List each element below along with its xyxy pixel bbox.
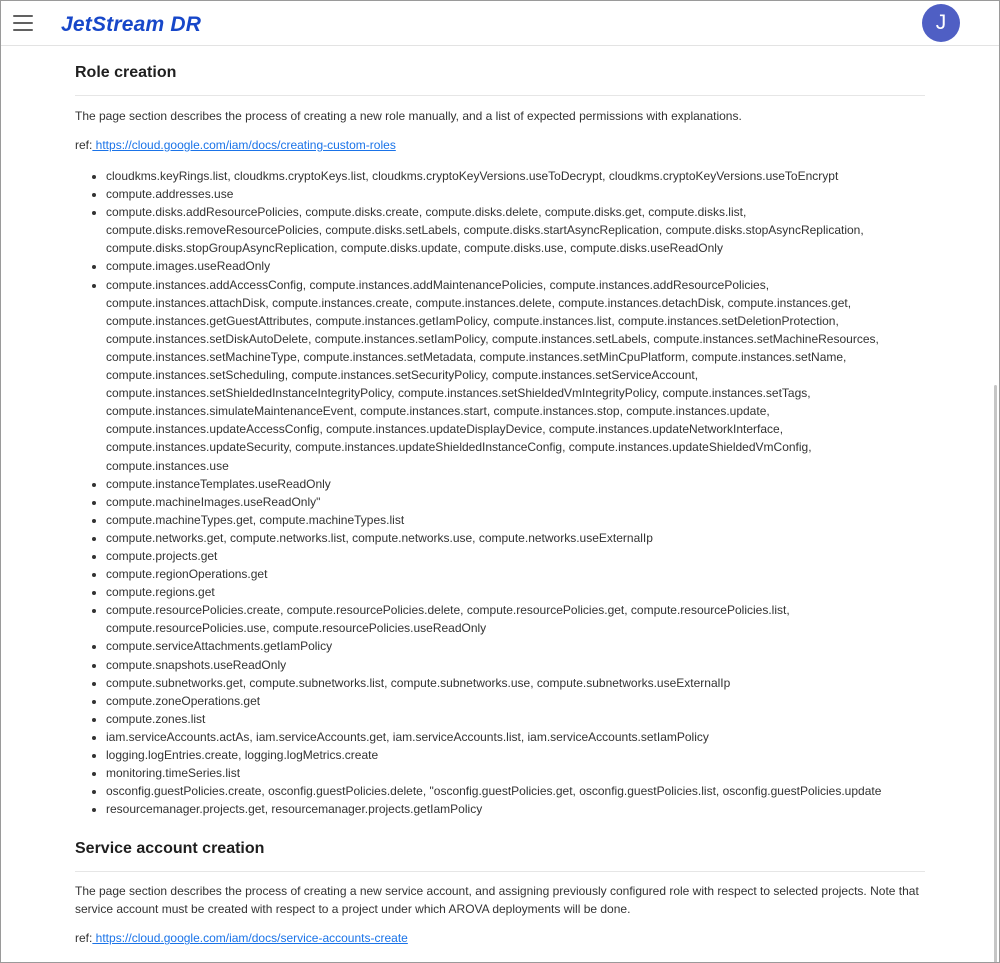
- permission-item: • compute.instanceTemplates.useReadOnly: [106, 475, 925, 493]
- permission-item: • compute.images.useReadOnly: [106, 257, 925, 275]
- permission-item: • resourcemanager.projects.get, resourcemanager.projects.getIamPolicy: [106, 800, 925, 818]
- permission-item: • compute.regions.get: [106, 583, 925, 601]
- permission-item: • compute.machineImages.useReadOnly": [106, 493, 925, 511]
- top-bar: [1, 1, 999, 46]
- permission-item: • compute.resourcePolicies.create, compute.resourcePolicies.delete, compute.resourcePolicies.get, compute.resourcePolicies.list, compute.resourcePolicies.use, compute.resourcePolicies.useReadOnly: [106, 601, 925, 637]
- permission-item: • compute.zoneOperations.get: [106, 692, 925, 710]
- scrollbar-thumb[interactable]: [994, 385, 997, 963]
- permission-item: • compute.subnetworks.get, compute.subnetworks.list, compute.subnetworks.use, compute.subnetworks.useExternalIp: [106, 674, 925, 692]
- custom-roles-link[interactable]: https://cloud.google.com/iam/docs/creating-custom-roles: [92, 138, 396, 152]
- permission-item: • logging.logEntries.create, logging.logMetrics.create: [106, 746, 925, 764]
- ref-prefix: ref:: [75, 931, 93, 946]
- service-account-description: The page section describes the process of creating a new service account, and assigning previously configured role with respect to selected projects. Note that service account must be created with respect to a project under which AROVA deployments will be done.: [75, 884, 919, 917]
- ref-prefix: ref:: [75, 138, 93, 152]
- hamburger-menu-icon[interactable]: [13, 15, 33, 31]
- permission-item: • compute.serviceAttachments.getIamPolicy: [106, 637, 925, 655]
- service-account-ref: [75, 929, 925, 947]
- permission-item: • compute.zones.list: [106, 710, 925, 728]
- permission-item: • osconfig.guestPolicies.create, osconfig.guestPolicies.delete, "osconfig.guestPolicies.get, osconfig.guestPolicies.list, osconfig.guestPolicies.update: [106, 782, 925, 800]
- permission-item: • cloudkms.keyRings.list, cloudkms.cryptoKeys.list, cloudkms.cryptoKeyVersions.useToDecrypt, cloudkms.cryptoKeyVersions.useToEncrypt: [106, 167, 925, 185]
- permission-item: • compute.networks.get, compute.networks.list, compute.networks.use, compute.networks.useExternalIp: [106, 529, 925, 547]
- main-content: [75, 45, 925, 947]
- permission-item: • compute.snapshots.useReadOnly: [106, 656, 925, 674]
- user-avatar[interactable]: J: [922, 4, 960, 42]
- permission-item: • compute.machineTypes.get, compute.machineTypes.list: [106, 511, 925, 529]
- service-accounts-create-link[interactable]: https://cloud.google.com/iam/docs/service-accounts-create: [92, 931, 408, 946]
- permission-item: • compute.regionOperations.get: [106, 565, 925, 583]
- section-title-service-account: Service account creation: [75, 839, 925, 872]
- permission-item: • compute.instances.addAccessConfig, compute.instances.addMaintenancePolicies, compute.instances.addResourcePolicies, compute.instances.attachDisk, compute.instances.create, compute.instances.delete, compute.instances.detachDisk, compute.instances.get, compute.instances.getGuestAttributes, compute.instances.getIamPolicy, compute.instances.list, compute.instances.setDeletionProtection, compute.instances.setDiskAutoDelete, compute.instances.setIamPolicy, compute.instances.setLabels, compute.instances.setMachineResources, compute.instances.setMachineType, compute.instances.setMetadata, compute.instances.setMinCpuPlatform, compute.instances.setName, compute.instances.setScheduling, compute.instances.setSecurityPolicy, compute.instances.setServiceAccount, compute.instances.setShieldedInstanceIntegrityPolicy, compute.instances.setShieldedVmIntegrityPolicy, compute.instances.setTags, compute.instances.simulateMaintenanceEvent, compute.instances.start, compute.instances.stop, compute.instances.update, compute.instances.updateAccessConfig, compute.instances.updateDisplayDevice, compute.instances.updateNetworkInterface, compute.instances.updateSecurity, compute.instances.updateShieldedInstanceConfig, compute.instances.updateShieldedVmConfig, compute.instances.use: [106, 276, 925, 475]
- permission-item: • monitoring.timeSeries.list: [106, 764, 925, 782]
- role-creation-section: [75, 63, 925, 818]
- role-creation-description: The page section describes the process of creating a new role manually, and a list of expected permissions with explanations.: [75, 109, 742, 123]
- app-logo[interactable]: JetStream DR: [61, 13, 202, 36]
- role-creation-ref: [75, 136, 925, 154]
- permission-item: • iam.serviceAccounts.actAs, iam.serviceAccounts.get, iam.serviceAccounts.list, iam.serviceAccounts.setIamPolicy: [106, 728, 925, 746]
- section-title-role-creation: Role creation: [75, 63, 925, 96]
- service-account-section: [75, 839, 925, 947]
- permission-item: • compute.addresses.use: [106, 185, 925, 203]
- scrollbar[interactable]: [989, 45, 999, 962]
- permission-item: • compute.disks.addResourcePolicies, compute.disks.create, compute.disks.delete, compute.disks.get, compute.disks.list, compute.disks.removeResourcePolicies, compute.disks.setLabels, compute.disks.startAsyncReplication, compute.disks.stopAsyncReplication, compute.disks.stopGroupAsyncReplication, compute.disks.update, compute.disks.use, compute.disks.useReadOnly: [106, 203, 925, 257]
- permission-item: • compute.projects.get: [106, 547, 925, 565]
- permissions-list: [75, 167, 925, 818]
